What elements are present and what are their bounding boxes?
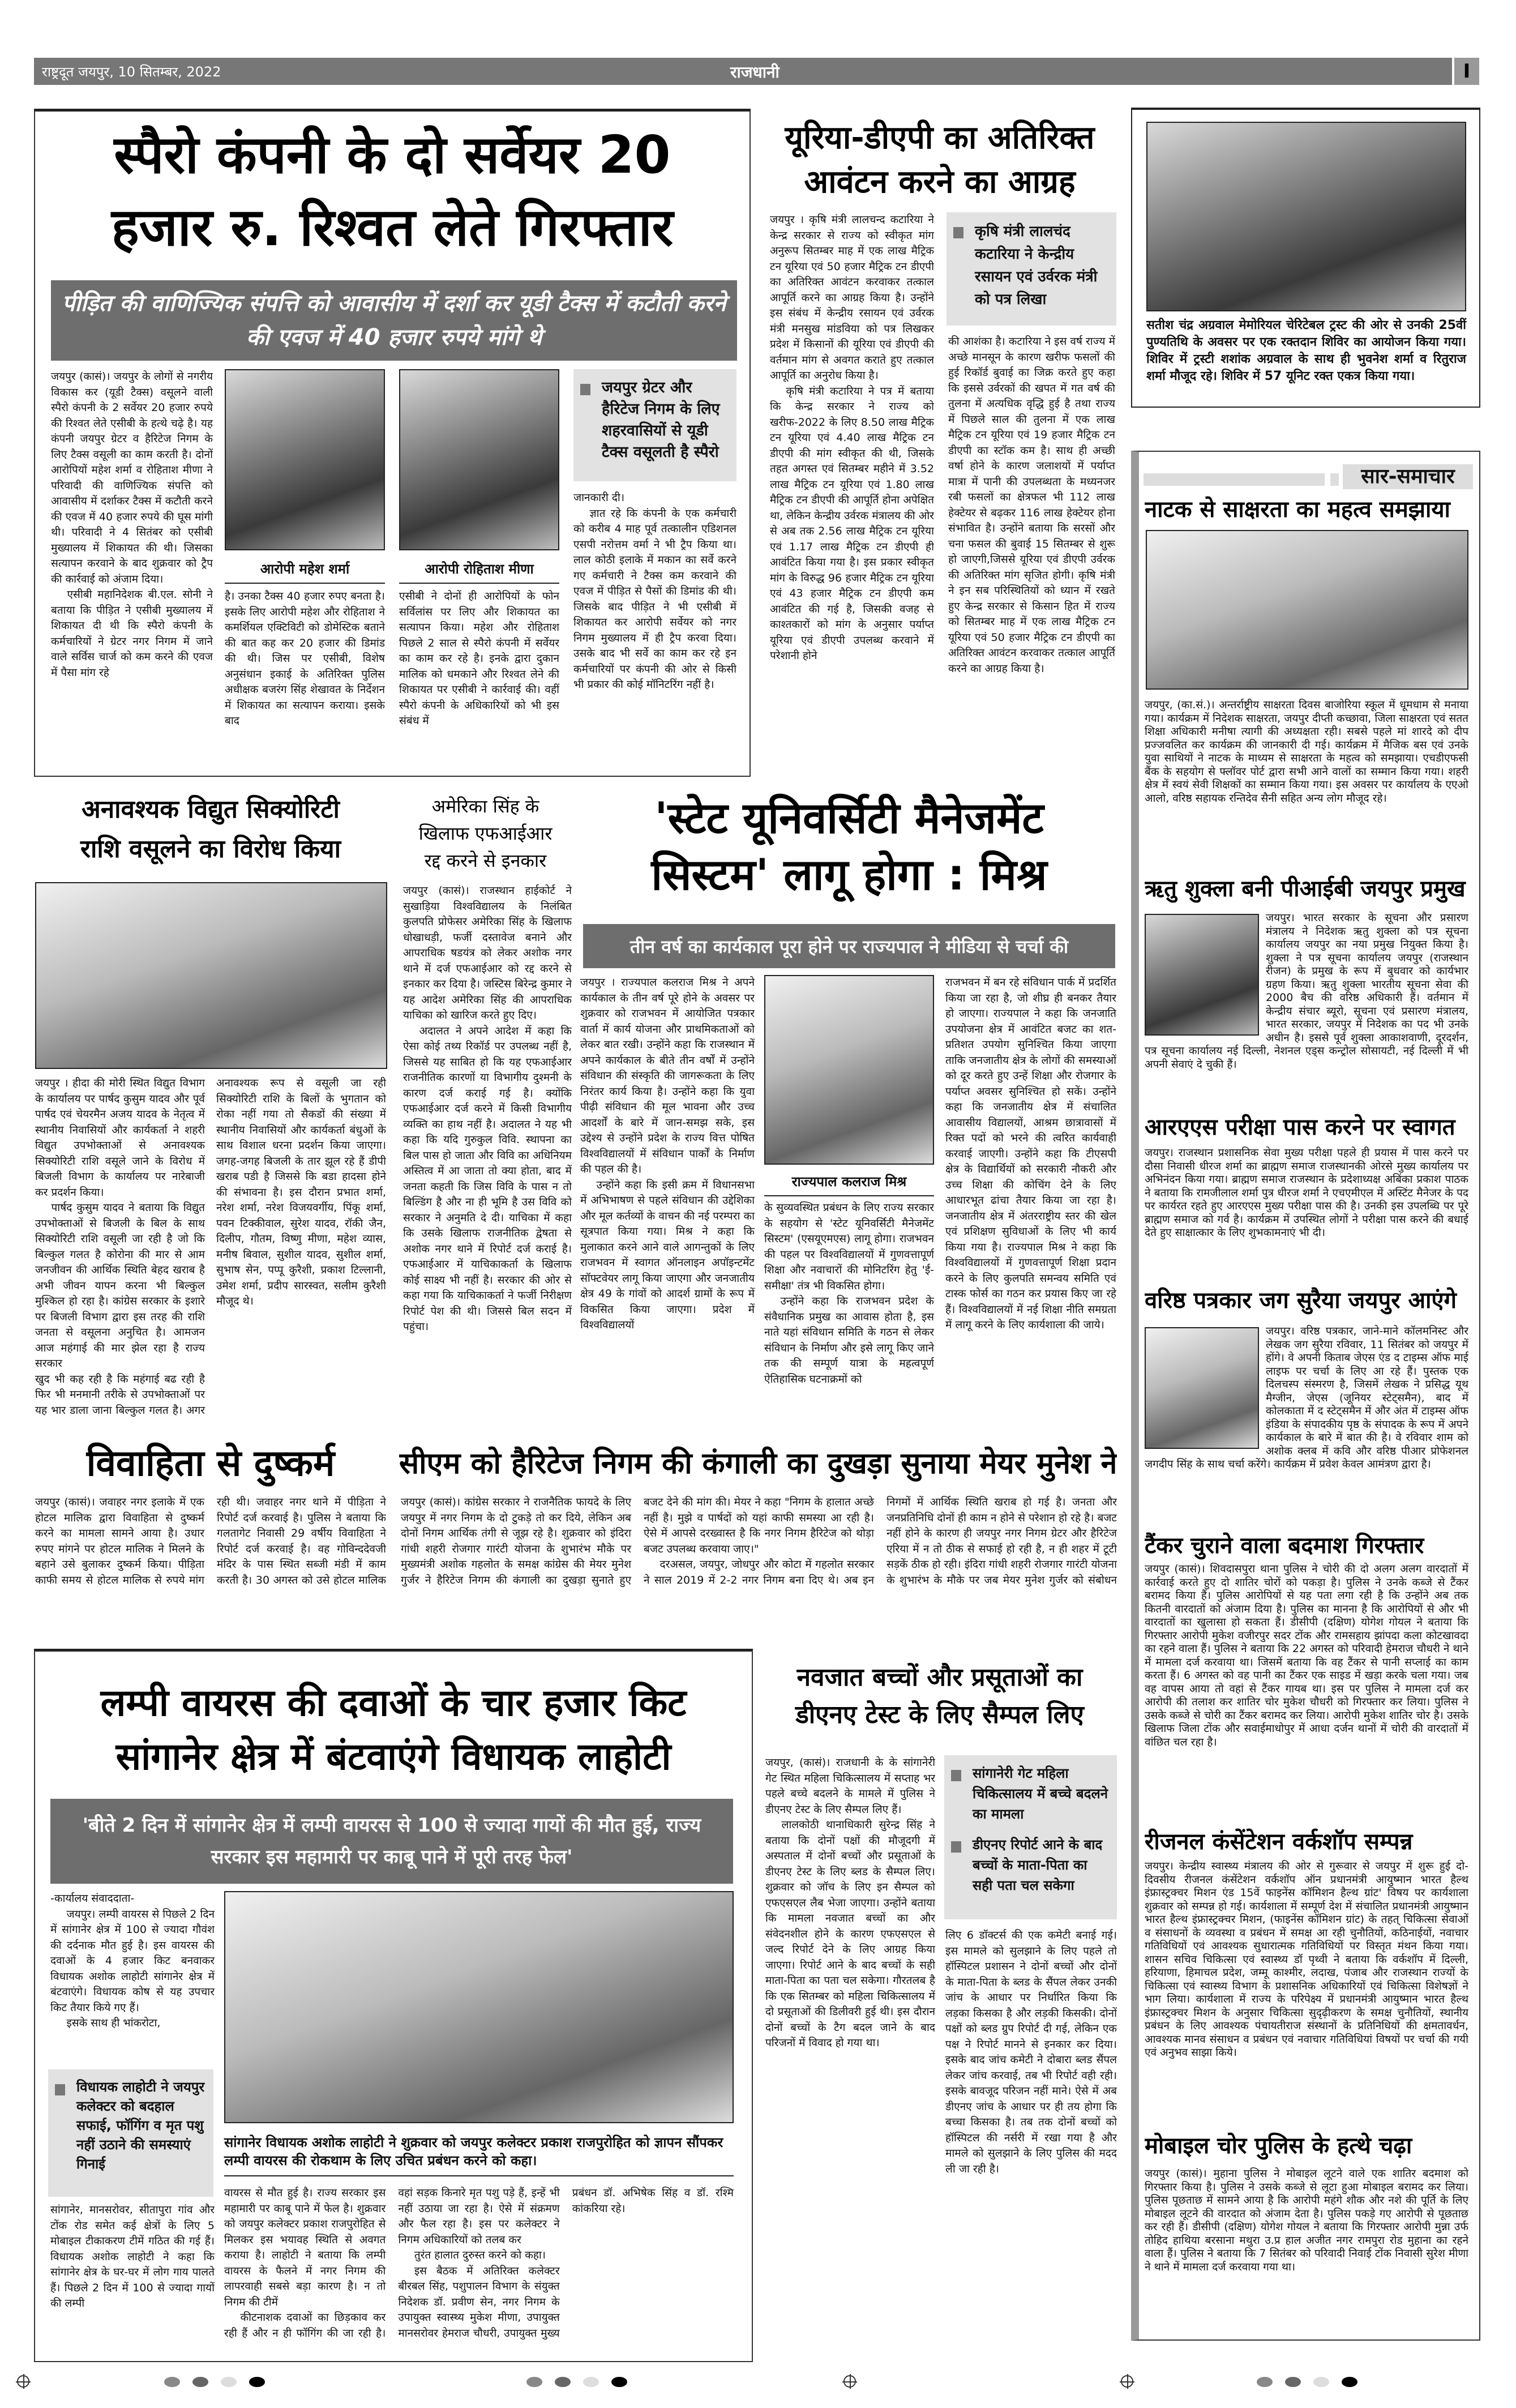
- headline-line: आवंटन करने का आग्रह: [804, 164, 1076, 200]
- page-header-bar: [34, 58, 1479, 85]
- subheadline-banner: तीन वर्ष का कार्यकाल पूरा होने पर राज्यपाल ने मीडिया से चर्चा की: [583, 924, 1115, 968]
- headline-line: सिस्टम' लागू होगा : मिश्र: [651, 849, 1047, 900]
- paragraph: लालकोठी थानाधिकारी सुरेन्द्र सिंह ने बताया कि दोनों पक्षों की मौजूदगी में अस्पताल में दोनों बच्चों और प्रसूताओं के डीएनए टेस्ट के लिए ब्लड के सैम्पल लिए। शुक्रवार को जॉच के लिए इन सैम्पल को एफएसएल लैब भेजा जाएगा। उन्होंने बताया कि मामला नवजात बच्चों का और संवेदनशील होने के कारण एफएसएल से जल्द रिपोर्ट देने के लिए आग्रह किया जाएगा। रिपोर्ट आने के बाद बच्चों के सही माता-पिता का पता चल सकेगा। गौरतलब है कि एक सितम्बर को महिला चिकित्सालय में दो प्रसूताओं की डिलीवरी हुई थी। इस दौरान दोनों बच्चों के टैग बदल जाने के बाद परिजनों में विवाद हो गया था।: [765, 1819, 935, 2049]
- headline-line: रद्द करने से इनकार: [424, 850, 547, 871]
- paragraph: पार्षद कुसुम यादव ने बताया कि विद्युत उपभोक्ताओं से बिजली के बिल के साथ सिक्योरिटी राशि वसूली जा रही है जो कि बिल्कुल गलत है कोरोना की मार से आम जनजीवन की आर्थिक स्थिति बेहद खराब है अभी जीवन यापन करना भी बिल्कुल मुश्किल हो रहा है। कांग्रेस सरकार के इशारे पर बिजली विभाग द्वारा इस तरह की राशि जनता से वसूलना अनुचित है। आमजन आज महंगाई की मार झेल रहा है राज्य सरकार: [35, 1201, 205, 1370]
- article-column: [403, 883, 572, 1421]
- article-column: [764, 1200, 934, 1422]
- paragraph: जयपुर (कासं)। कांग्रेस सरकार ने राजनैतिक फायदे के लिए जयपुर में नगर निगम के दो टुकड़े तो कर दिये, लेकिन अब दोनों निगम आर्थिक तंगी से जूझ रहे है। शुक्रवार को इंदिरा गांधी शहरी रोजगार गारंटी योजना के शुभारंभ मौके पर मुख्यमंत्री अशोक गहलोत के समक्ष कांग्रेस की मेयर मुनेश गुर्जर ने हैरिटेज निगम की कंगाली का दुखड़ा सुनाते हुए बजट देने की मांग की। मेयर ने कहा "निगम के हालात अच्छे नहीं है। मुझे व पार्षदों को यहां काफी समस्या आ रही है। ऐसे में आपसे दरख्वास्त है कि नगर निगम हैरिटेज को थोड़ा बजट उपलब्ध करवाया जाए।": [401, 1496, 874, 1586]
- headline: विवाहिता से दुष्कर्म: [86, 1443, 335, 1485]
- color-dot-icon: [555, 2377, 571, 2387]
- article-column: [51, 369, 213, 765]
- headline-line: यूरिया-डीएपी का अतिरिक्त: [785, 119, 1095, 156]
- highlight-box: [573, 369, 736, 481]
- color-dot-icon: [249, 2377, 265, 2387]
- paragraph: इसके साथ ही भांकरोटा,: [66, 2017, 161, 2029]
- registration-mark-icon: [1121, 2375, 1133, 2388]
- article-column: [580, 975, 755, 1422]
- highlight-box: [947, 212, 1116, 326]
- section-name: राजधानी: [730, 63, 780, 82]
- headline: [45, 1676, 742, 1783]
- photo-caption: आरोपी महेश शर्मा: [225, 555, 385, 584]
- article-column: [399, 589, 559, 765]
- headline: [764, 116, 1115, 204]
- brief-body: जयपुर (कासं)। मुहाना पुलिस ने मोबाइल लूटने वाले एक शातिर बदमाश को गिरफ्तार किया है। पुलिस ने उसके कब्जे से लूटा हुआ मोबाइल बरामद कर लिया। पुलिस पूछताछ में सामने आया है कि आरोपी महंगे शौक और नशे की पूर्ति के लिए मोबाइल लूटने की वारदात को अंजाम देता है। पुलिस पकड़े गए आरोपी से पूछताछ कर रही हैं। डीसीपी (दक्षिण) योगेश गोयल ने बताया कि गिरफ्तार आरोपी मुन्ना उर्फ तोहिद हाथिया बरसाना मथुरा उ.प्र हाल अजीत नगर रामपुरा रोड मुहाना का रहने वाला हैं। पुलिस ने बताया कि 7 सितंबर को परिवादी निवाई टोंक निवासी सुरेश मीणा ने थाने में मामला दर्ज करवाया गया था।: [1145, 2167, 1468, 2273]
- paragraph: जयपुर । हीदा की मोरी स्थित विद्युत विभाग के कार्यालय पर पार्षद कुसुम यादव और पूर्व पार्षद एवं चेयरमैन अजय यादव के नेतृत्व में स्थानीय निवासियों और कार्यकर्ता ने शहरी विद्युत उपभोक्ताओं से अनावश्यक सिक्योरिटी राशि वसूले जाने के विरोध में बिजली विभाग के कार्यालय पर नारेबाजी कर प्रदर्शन किया।: [35, 1077, 205, 1199]
- paragraph: कीटनाशक दवाओं का छिड़काव कर रही हैं और न ही फॉगिंग की जा रही है। वहां सड़क किनारे मृत पशु पड़े हैं, इन्हें भी नहीं उठाया जा रहा है। ऐसे में संक्रमण और फैल रहा है। इस पर कलेक्टर ने निगम अधिकारियों को तलब कर: [224, 2187, 560, 2339]
- paragraph: जयपुर । राज्यपाल कलराज मिश्र ने अपने कार्यकाल के तीन वर्ष पूरे होने के अवसर पर शुक्रवार को राजभवन में आयोजित पत्रकार वार्ता में कार्य योजना और प्राथमिकताओं को लेकर बात रखी। उन्होंने कहा कि राजस्थान में अपने कार्यकाल के बीते तीन वर्षों में उन्होंने संविधान की संस्कृति की जागरूकता के लिए निरंतर कार्य किया है। उन्होंने कहा कि युवा पीढ़ी संविधान की मूल भावना और उच्च आदर्शों के बारे में जान-समझ सके, इस उद्देश्य से उन्होंने प्रदेश के राज्य वित्त पोषित विश्वविद्यालयों में संविधान पार्कों के निर्माण की पहल की है।: [580, 976, 755, 1175]
- photo-protest: [35, 882, 387, 1069]
- headline-line: अमेरिका सिंह के: [431, 795, 539, 817]
- paragraph: एसीबी महानिदेशक बी.एल. सोनी ने बताया कि पीड़ित ने एसीबी मुख्यालय में शिकायत दी थी कि स्पैरो कंपनी के कर्मचारियों ने ग्रेटर नगर निगम में जाने वाले सर्विस चार्ज को कम करने की एवज में पैसा मांग रहे: [51, 588, 213, 679]
- paragraph: राजभवन में बन रहे संविधान पार्क में प्रदर्शित किया जा रहा है, जो शीघ्र ही बनकर तैयार हो जाएगा। राज्यपाल ने कहा कि जनजाति उपयोजना क्षेत्र में आवंटित बजट का शत-प्रतिशत उपयोग सुनिश्चित किया जाएगा ताकि जनजातीय क्षेत्र के लोगों की समस्याओं को दूर करते हुए उन्हें शिक्षा और रोजगार के पर्याप्त अवसर सुनिश्चित हो सकें। उन्होंने कहा कि जनजातीय क्षेत्र में संचालित आवासीय विद्यालयों, आश्रम छात्रावासों में रिक्त पदों को भरने की त्वरित कार्यवाही करवाई जाएगी। उन्होंने कहा कि टीएसपी क्षेत्र के विद्यार्थियों को सरकारी नौकरी और उच्च शिक्षा की कोचिंग देने के लिए आधारभूत ढांचा तैयार किया जा रहा है। जनजातीय क्षेत्र में अंतरराष्ट्रीय स्तर की खेल एवं प्रशिक्षण सुविधाओं के लिए भी कार्य किया गया है। राज्यपाल मिश्र ने कहा कि विश्वविद्यालयों में गुणवत्तापूर्ण शिक्षा प्रदान करने के लिए कुलपति समन्वय समिति एवं टास्क फोर्स का गठन कर प्रयास किए जा रहे हैं। विश्वविद्यालयों में नई शिक्षा नीति समग्रता में लागू करने के लिए कार्यशाला की जाये।: [945, 976, 1116, 1331]
- paragraph: लिए 6 डॉक्टर्स की एक कमेटी बनाई गई। इस मामले को सुलझाने के लिए पहले तो हॉस्पिटल प्रशासन ने दोनों बच्चों और दोनों के माता-पिता के ब्लड के सैंपल लेकर उनकी जांच के आधार पर निर्धारित किया कि लड़का किसका है और लड़की किसकी। दोनों पक्षों को ब्लड ग्रुप रिपोर्ट दी गई, लेकिन एक पक्ष ने रिपोर्ट मानने से इनकार कर दिया। इसके बाद जांच कमेटी ने दोबारा ब्लड सैंपल लेकर जांच करवाई, तब भी रिपोर्ट वही रही। इसके बावजूद परिजन नहीं माने। ऐसे में अब डीएनए जांच के आधार पर ही तय होगा कि बच्चा किसका है। तब तक दोनों बच्चों को हॉस्पिटल की नर्सरी में रखा गया है और मामले को सुलझाने के लिए पुलिस की मदद ली जा रही है।: [945, 1929, 1117, 2175]
- paragraph: वायरस से मौत हुई है। राज्य सरकार इस महामारी पर काबू पाने में फेल है। शुक्रवार को जयपुर कलेक्टर प्रकाश राजपुरोहित से मिलकर इस भयावह स्थिति से अवगत कराया है। लाहोटी ने बताया कि लम्पी वायरस के फैलने में नगर निगम की लापरवाही सबसे बड़ा कारण है। न तो निगम की टीमें: [224, 2187, 386, 2308]
- headline: [761, 1659, 1118, 1734]
- highlight-item: सांगानेरी गेट महिला चिकित्सालय में बच्चे बदलने का मामला: [973, 1763, 1110, 1824]
- article-column: [35, 1076, 205, 1372]
- subheadline-banner: पीड़ित की वाणिज्यिक संपत्ति को आवासीय में दर्शा कर यूडी टैक्स में कटौती करने की एवज में 40 हजार रुपये मांगे थे: [51, 280, 737, 361]
- divider: [761, 110, 1118, 111]
- photo-ritu-shukla: [1145, 914, 1259, 1036]
- color-dot-icon: [221, 2377, 237, 2387]
- registration-mark-icon: [843, 2375, 856, 2388]
- highlight-box: [48, 2069, 213, 2197]
- brief-body: जयपुर। राजस्थान प्रशासनिक सेवा मुख्य परीक्षा पहले ही प्रयास में पास करने पर दौसा निवासी धीरज शर्मा का ब्राह्मण समाज राजस्थानकी ओरसे मुख्य कार्यालय पर अभिनंदन किया गया। ब्राह्मण समाज राजस्थान के प्रदेशाध्यक्ष अबिंका प्रकाश पाठक ने बताया कि रामजीलाल शर्मा पुत्र धीरज शर्मा ने एचएमीएल में अस्टिंट मैनेजर के पद पर कार्यरत रहते हुए आरएएस मुख्य परीक्षा पास की है। उनकी इस उपलब्धि पर पूरे ब्राह्मण समाज को गर्व है। कार्यक्रम में उपस्थित लोगों ने परीक्षा पास करने की बधाई देते हुए साक्षात्कार के लिए शुभकामनाएं भी दी।: [1145, 1147, 1468, 1239]
- headline-line: अनावश्यक विद्युत सिक्योरिटी: [82, 795, 340, 824]
- paragraph: खुद भी कह रही है कि महंगाई बढ रही है फिर भी मनमानी तरीके से उपभोक्ताओं पर यह भार डाला जाना बिल्कुल गलत है। अगर अनावश्यक रूप से वसूली जा रही सिक्योरिटी राशि के बिलों के भुगतान को रोका नहीं गया तो सैकडों की संख्या में स्थानीय निवासियों और कार्यकर्ता बंधुओं के साथ विशाल धरना प्रदर्शन किया जाएगा। जगह-जगह बिजली के तार झूल रहे हैं डीपी खराब पडी है जिससे कि बडा हादसा होने की संभावना है। इस दौरान प्रभात शर्मा, नरेश शर्मा, नरेश विजयवर्गीय, पिंकू शर्मा, पवन टिक्कीवाल, सुरेश यादव, रॉकी जैन, दिलीप, गौतम, विष्णु मीणा, महेश व्यास, मनीष बिवाल, सुशील यादव, सुशील शर्मा, सुभाष सेन, पप्पू कुरैशी, प्रकाश टिल्लानी, उमेश शर्मा, प्रदीप सारस्वत, सलीम कुरैशी मौजूद थे।: [35, 1077, 386, 1417]
- brief-headline: टैंकर चुराने वाला बदमाश गिरफ्तार: [1145, 1533, 1424, 1559]
- photo-accused-rohitash: [399, 369, 559, 550]
- article-columns: [224, 2185, 734, 2355]
- photo-mla-meeting-collector: [224, 1891, 734, 2123]
- paragraph: जयपुर (कासं)। जयपुर के लोगों से नगरीय विकास कर (यूडी टैक्स) वसूलने वाली स्पैरो कंपनी के 2 सर्वेयर 20 हजार रुपये की रिश्वत लेते एसीबी के हत्थे चढ़े है। यह कंपनी जयपुर ग्रेटर व हैरिटेज निगम के लिए टैक्स वसूली का काम करती है। दोनों आरोपियों महेश शर्मा व रोहिताश मीणा ने परिवादी की वाणिज्यिक संपत्ति को आवासीय में दर्शाकर टैक्स में कटौती करने की एवज में 40 हजार रुपये की घूस मांगी थी। परिवादी ने 4 सितंबर को एसीबी मुख्यालय में शिकायत की थी। जिसका सत्यापन करवाने के बाद शुक्रवार को ट्रैप की कार्रवाई को अंजाम दिया।: [51, 370, 213, 585]
- article-column: [770, 212, 934, 770]
- paragraph: ज्ञात रहे कि कंपनी के एक कर्मचारी को करीब 4 माह पूर्व तत्कालीन एडिशनल एसपी नरोत्तम वर्मा ने भी ट्रैप किया था। लाल कोठी इलाके में मकान का सर्वे करने गए कर्मचारी ने टैक्स कम करवाने की एवज में पीड़ित से पैसों की डिमांड की थी। जिसके बाद पीड़ित ने भी एसीबी में शिकायत कर आरोपी सर्वेयर को नगर निगम मुख्यालय में ही ट्रैप करवा दिया। उसके बाद भी सर्वे का काम कर रहे इन कर्मचारियों पर कंपनी की ओर से किसी भी प्रकार की कोई मॉनिटरिंग नहीं है।: [573, 507, 736, 691]
- photo-accused-mahesh: [225, 369, 385, 550]
- highlight-item: विधायक लाहोटी ने जयपुर कलेक्टर को बदहाल सफाई, फॉगिंग व मृत पशु नहीं उठाने की समस्याएं गिनाई: [76, 2077, 207, 2174]
- color-dot-icon: [1313, 2377, 1329, 2387]
- briefs-title: सार-समाचार: [1343, 464, 1473, 489]
- paragraph: जयपुर (कासं)। जवाहर नगर इलाके में एक होटल मालिक द्वारा विवाहिता से दुष्कर्म करने का मामला सामने आया है। उधार रुपए मांगने पर होटल मालिक ने मिलने के बहाने उसे बुलाकर दुष्कर्म किया। पीड़िता काफी समय से होटल मालिक से रुपये मांग रही थी। जवाहर नगर थाने में पीड़िता ने रिपोर्ट दर्ज करवाई है। पुलिस ने बताया कि गलतागेट निवासी 29 वर्षीय विवाहिता ने रिपोर्ट दर्ज करवाई है। वह गोविन्ददेवजी मंदिर के पास स्थित सब्जी मंडी में काम करती है। 30 अगस्त को उसे होटल मालिक: [35, 1496, 386, 1586]
- headline: [42, 119, 742, 264]
- article-column: [945, 975, 1116, 1422]
- photo-caption: राज्यपाल कलराज मिश्र: [764, 1167, 934, 1196]
- highlight-item: जयपुर ग्रेटर और हैरिटेज निगम के लिए शहरवासियों से यूडी टैक्स वसूलती है स्पैरो: [602, 377, 730, 463]
- color-dot-icon: [1257, 2377, 1273, 2387]
- article-column: [50, 2202, 215, 2355]
- headline: सीएम को हैरिटेज निगम की कंगाली का दुखड़ा सुनाया मेयर मुनेश ने: [399, 1447, 1117, 1481]
- paragraph: उन्होंने कहा कि इसी क्रम में विधानसभा में अभिभाषण से पहले संविधान की उद्देशिका और मूल कर्तव्यों के वाचन की नई परम्परा का सूत्रपात किया गया। मिश्र ने कहा कि मुलाकात करने आने वाले आगन्तुकों के लिए राजभवन में स्वागत ऑनलाइन अपॉइन्टमेंट सॉफ्टवेयर लागू किया जाएगा और जनजातीय क्षेत्र 49 के गांवों को आदर्श ग्रामों के रूप में विकसित किया जाएगा। प्रदेश में विश्वविद्यालयों: [580, 1178, 755, 1331]
- headline-line: 'स्टेट यूनिवर्सिटी मैनेजमेंट: [654, 793, 1044, 843]
- headline: [583, 790, 1115, 903]
- article-columns: [35, 1495, 386, 1602]
- registration-mark-icon: [17, 2375, 29, 2388]
- photo-caption: सांगानेर विधायक अशोक लाहोटी ने शुक्रवार को जयपुर कलेक्टर प्रकाश राजपुरोहित को ज्ञापन सौंपकर लम्पी वायरस की रोकथाम के लिए उचित प्रबंधन करने को कहा।: [224, 2133, 734, 2176]
- headline-line: हजार रु. रिश्वत लेते गिरफ्तार: [111, 197, 674, 258]
- photo-caption: आरोपी रोहिताश मीणा: [399, 555, 559, 584]
- brief-headline: ऋतु शुक्ला बनी पीआईबी जयपुर प्रमुख: [1145, 876, 1466, 902]
- color-dot-icon: [526, 2377, 542, 2387]
- article-column: [945, 1928, 1117, 2358]
- headline: [399, 793, 572, 874]
- brief-headline: नाटक से साक्षरता का महत्व समझाया: [1145, 497, 1450, 523]
- briefs-header-rule: [1144, 473, 1325, 486]
- paragraph: जयपुर (कासं)। राजस्थान हाईकोर्ट ने सुखाड़िया विश्वविद्यालय के निलंबित कुलपति प्रोफेसर अमेरिका सिंह के खिलाफ धोखाधड़ी, फर्जी दस्तावेज बनाने और आपराधिक षडयंत्र को लेकर अशोक नगर थाने में दर्ज एफआईआर को रद्द करने से इनकार कर दिया है। जस्टिस बिरेन्द्र कुमार ने यह आदेश अमेरिका सिंह की आपराधिक याचिका को खारिज करते हुए दिए।: [403, 884, 572, 1021]
- headline-line: स्पैरो कंपनी के दो सर्वेयर 20: [114, 125, 671, 185]
- paragraph: के सुव्यवस्थित प्रबंधन के लिए राज्य सरकार के सहयोग से 'स्टेट यूनिवर्सिटी मैनेजमेंट सिस्टम' (एसयूएमएस) लागू होगा। राजभवन की पहल पर विश्वविद्यालयों में गुणवत्तापूर्ण शिक्षा और नवाचारों की मोनिटरिंग हेतु 'ई-समीक्षा' तंत्र भी विकसित होगा।: [764, 1201, 934, 1292]
- brief-body: जयपुर (कासं)। शिवदासपुरा थाना पुलिस ने चोरी की दो अलग अलग वारदातों में कार्रवाई करते हुए दो शातिर चोरों को पकड़ा है। पुलिस ने उनके कब्जे से टैंकर बरामद किया हैं। पुलिस आरोपियों से यह पता लगा रही है कि उन्होंने अब तक कितनी वारदातों को अंजाम दिया है। पुलिस का मानना है कि आरोपियों से और भी वारदातों का खुलासा हो सकता हैं। डीसीपी (दक्षिण) योगेश गोयल ने बताया कि गिरफ्तार आरोपी मुकेश वजीरपुर सदर टोंक और रामसहाय झांपदा कला कोटखावदा का रहने वाला हैं। पुलिस ने बताया कि 22 अगस्त को परिवादी हेमराज चौधरी ने थाने में मामला दर्ज करवाया था। जिसमें बताया कि वह टैंकर से पानी सप्लाई का काम करता हैं। 6 अगस्त को वह पानी का टैंकर एक साइड में खड़ा करके चला गया। जब वह वापस आया तो वहां से टैंकर गायब था। इस पर पुलिस ने मामला दर्ज कर आरोपी की तलाश कर शातिर चोर मुकेश चौधरी को गिरफ्तार कर लिया। पुलिस ने उसके कब्जे से चोरी का टैंकर बरामद कर लिया। आरोपी मुकेश शातिर चोर है। उसके खिलाफ जिला टोंक और सवाईमाधोपुर में आधा दर्जन थानों में चोरी की वारदातों में वांछित चल रहा है।: [1145, 1563, 1468, 1748]
- brief-headline: रीजनल कंसेंटेशन वर्कशॉप सम्पन्न: [1145, 1829, 1413, 1855]
- paragraph: तुरंत हालात दुरुस्त करने को कहा।: [414, 2249, 546, 2261]
- brief-body: जयपुर, (का.सं.)। अन्तर्राष्ट्रीय साक्षरता दिवस बाजोरिया स्कूल में धूमधाम से मनाया गया। कार्यक्रम में निदेशक साक्षरता, जयपुर दीप्ती कच्छावा, जिला साक्षरता एवं सतत शिक्षा अधिकारी मनीषा त्यागी की अध्यक्षता रही। सबसे पहले मां शारदे को दीप प्रज्जवलित कर कार्यक्रम की जानकारी दी गई। कार्यक्रम में मैजिक बस एवं उनके युवा साथियों ने नाटक के माध्यम से साक्षरता के महत्व को समझाया। एचडीएफसी बैंक के सहयोग से फ्लॉवर पोर्ट द्वारा सभी आने वालों का सम्मान किया गया। शहरी क्षेत्र में स्वयं सेवी शिक्षकों का सम्मान किया गया। इस अवसर पर कार्यालय के एएओ आलो, वरिष्ठ सहायक रन्तिदेव सैनी सहित अन्य लोग मौजूद रहे।: [1145, 699, 1468, 805]
- color-dot-icon: [164, 2377, 180, 2387]
- photo-governor-kalraj-mishra: [764, 975, 934, 1165]
- paragraph: जानकारी दी।: [573, 491, 625, 504]
- brief-headline: आरएएस परीक्षा पास करने पर स्वागत: [1145, 1114, 1455, 1140]
- photo-blood-donation-camp: [1146, 122, 1466, 311]
- edition-date: राष्ट्रदूत जयपुर, 10 सितम्बर, 2022: [42, 64, 221, 80]
- paragraph: जयपुर, (कासं)। राजधानी के के सांगानेरी गेट स्थित महिला चिकित्सालय में सप्ताह भर पहले बच्चे बदलने के मामले में पुलिस ने डीएनए टेस्ट के लिए सैम्पल लिए हैं।: [765, 1756, 935, 1816]
- brief-body: [1145, 912, 1468, 1110]
- headline-line: राशि वसूलने का विरोध किया: [80, 835, 341, 863]
- article-columns: [35, 1076, 386, 1421]
- photo-jug-suraiya: [1145, 1327, 1259, 1449]
- paragraph: दरअसल, जयपुर, जोधपुर और कोटा में गहलोत सरकार ने साल 2019 में 2-2 नगर निगम बना दिए थे। अब इन निगमों में आर्थिक स्थिति खराब हो गई है। जनता और जनप्रतिनिधि दोनों ही काम न होने से परेशान हो रहे है। बजट नहीं होने के कारण ही जयपुर नगर निगम ग्रेटर और हैरिटेज एरिया में न तो ठीक से सफाई हो रही है, न ही शहर में टूटी सड़कें ठीक हो रही। इंदिरा गांधी शहरी रोजगार गारंटी योजना के शुभारंभ के मौके पर जब मेयर मुनेश गुर्जर को संबोधन: [644, 1496, 1117, 1586]
- paragraph: सांगानेर, मानसरोवर, सीतापुरा गांव और टोंक रोड समेत कई क्षेत्रों के लिए 5 मोबाइल टीकाकरण टीमें गठित की गई हैं। विधायक अशोक लाहोटी ने कहा कि सांगानेर क्षेत्र के घर-घर में लोग गाय पालते हैं। पिछले 2 दिन में 100 से ज्यादा गायों की लम्पी: [50, 2204, 215, 2309]
- article-column: [225, 589, 385, 765]
- paragraph: जयपुर। लम्पी वायरस से पिछले 2 दिन में सांगानेर क्षेत्र में 100 से ज्यादा गौवंश की दर्दनाक मौत हुई है। इस वायरस की दवाओं के 4 हजार किट बनवाकर विधायक अशोक लाहोटी सांगानेर क्षेत्र में बंटवाएंगे। विधायक कोष से यह उपचार किट तैयार किये गए हैं।: [50, 1907, 215, 2014]
- highlight-box: [944, 1755, 1117, 1919]
- brief-body-text: जयपुर। भारत सरकार के सूचना और प्रसारण मंत्रालय ने निदेशक ऋतु शुक्ला को पत्र सूचना कार्यालय जयपुर का नया प्रमुख नियुक्त किया है। शुक्ला ने पत्र सूचना कार्यालय जयपुर (राजस्थान रीजन) के प्रमुख के रूप में बुधवार को कार्यभार ग्रहण किया। ऋतु शुक्ला भारतीय सूचना सेवा की 2000 बैच की वरिष्ठ अधिकारी हैं। वर्तमान में केन्द्रीय संचार ब्यूरो, सूचना एवं प्रसारण मंत्रालय, भारत सरकार, जयपुर में निदेशक का पद भी उनके अधीन है। इससे पूर्व शुक्ला आकाशवाणी, दूरदर्शन, पत्र सूचना कार्यालय नई दिल्ली, नेशनल एड्स कन्ट्रोल सोसायटी, नई दिल्ली में भी अपनी सेवाएं दे चुकी हैं।: [1145, 912, 1468, 1071]
- paragraph: -कार्यालय संवाददाता-: [50, 1892, 135, 1905]
- article-column: [50, 1891, 215, 2067]
- headline-line: नवजात बच्चों और प्रसूताओं का: [796, 1663, 1083, 1692]
- highlight-item: कृषि मंत्री लालचंद कटारिया ने केन्द्रीय रसायन एवं उर्वरक मंत्री को पत्र लिखा: [975, 220, 1110, 311]
- color-dot-icon: [1285, 2377, 1301, 2387]
- color-dot-icon: [611, 2377, 627, 2387]
- brief-body: जयपुर। केन्द्रीय स्वास्थ्य मंत्रालय की ओर से गुरूवार से जयपुर में शुरू हुई दो-दिवसीय रीजनल कंसेंटेशन वर्कशॉप ऑन प्रधानमंत्री आयुष्मान भारत हैल्थ इंफ्रास्ट्रक्चर मिशन एंड 15वें फाइनेंस कॉमिशन हैल्थ ग्रांट' विषय पर कार्यशाला शुक्रवार को सम्पन्न हो गई। कार्यशाला में सम्पूर्ण देश में संचालित प्रधानमंत्री आयुष्मान भारत हैल्थ इंफ्रास्ट्रक्चर मिशन, (फाइनेंस कॉमिशन ग्रांट) के तहत् चिकित्सा सेवाओं व संसाधनों के व्यवस्था व प्रबंधन में समक्ष आ रही चुनौतियों, कठिनाईयों, नवाचार गतिविधियों एवं आवश्यक सुधारात्मक गतिविधियों पर विस्तृत मंथन किया गया। शासन सचिव चिकित्सा एवं स्वास्थ्य डॉ पृथ्वी ने बताया कि वर्कशॉप में दिल्ली, हरियाणा, हिमाचल प्रदेश, जम्मू काश्मीर, लदाख, पंजाब और राजस्थान राज्यों के चिकित्सा एवं स्वास्थ्य विभाग के प्रशासनिक अधिकारियों एवं चिकित्सा विशेषज्ञों ने भाग लिया। कार्यशाला में राज्य के परिपेक्ष्य में प्रधानमंत्री आयुष्मान भारत हैल्थ इंफ्रास्ट्रक्चर मिशन के अनुसार चिकित्सा सुदृढ़ीकरण के समक्ष चुनौतियों, स्थानीय प्रबंधन के लिए आवश्यक पंचायतीराज संस्थानों के प्रतिनिधियों की क्षमतावर्धन, आवश्यक मानव संसाधन व प्रबंधन एवं नवाचार गतिविधियां विषयों पर चर्चा की गयी एवं अनुभव साझा किये।: [1145, 1860, 1468, 2059]
- paragraph: अदालत ने अपने आदेश में कहा कि ऐसा कोई तथ्य रिकॉर्ड पर उपलब्ध नहीं है, जिससे यह साबित हो कि यह एफआईआर राजनीतिक कारणों या विभागीय दुश्मनी के कारण दर्ज कराई गई है। क्योंकि एफआईआर दर्ज करने में किसी विभागीय व्यक्ति का हाथ नहीं है। अदालत ने यह भी कहा कि यदि गुरुकुल विवि. स्थापना का बिल पास हो जाता और विवि का अधिनियम अस्तित्व में आ जाता तो क्या होता, बाद में जनता कहती कि जिस विवि के पास न तो बिल्डिंग है और ना ही भूमि है उस विवि को सरकार ने अनुमति दे दी। याचिका में कहा कि उसके खिलाफ राजनीतिक द्वेषता से अशोक नगर थाने में रिपोर्ट दर्ज कराई है। एफआईआर में याचिकाकर्ता के खिलाफ कोई साक्ष्य भी नहीं है। सरकार की ओर से कहा गया कि याचिकाकर्ता ने फर्जी निरीक्षण रिपोर्ट पेश की थी। जिससे बिल सदन में पहुंचा।: [403, 1024, 572, 1333]
- paragraph: उन्होंने कहा कि राजभवन प्रदेश के संवैधानिक प्रमुख का आवास होता है, इस नाते यहां संविधान समिति के गठन से लेकर संविधान के निर्माण और इसे लागू किए जाने तक की सम्पूर्ण यात्रा के महत्वपूर्ण ऐतिहासिक घटनाक्रमों को: [764, 1295, 934, 1385]
- article-column: [948, 334, 1115, 770]
- paragraph: कृषि मंत्री कटारिया ने पत्र में बताया कि केन्द्र सरकार ने राज्य को खरीफ-2022 के लिए 8.50 लाख मैट्रिक टन यूरिया एवं 4.40 लाख मैट्रिक टन डीएपी की मांग स्वीकृत की थी, जिसके तहत अगस्त एवं सितम्बर महीने में 3.52 लाख मैट्रिक टन यूरिया एवं 1.80 लाख मैट्रिक टन डीएपी की आपूर्ति होना अपेक्षित था, लेकिन केन्द्रीय उर्वरक मंत्रालय की ओर से अब तक 2.56 लाख मैट्रिक टन यूरिया एवं 1.17 लाख मैट्रिक टन डीएपी ही आवंटित किया गया है। इस प्रकार स्वीकृत मांग के विरुद्ध 96 हजार मैट्रिक टन यूरिया एवं 43 हजार मैट्रिक टन डीएपी कम आवंटित की गई है, जिसकी वजह से काश्तकारों को मांग के अनुसार पर्याप्त यूरिया एवं डीएपी उपलब्ध करवाने में परेशानी होने: [770, 384, 934, 662]
- headline-line: सांगानेर क्षेत्र में बंटवाएंगे विधायक लाहोटी: [115, 1735, 671, 1778]
- headline-line: लम्पी वायरस की दवाओं के चार हजार किट: [100, 1681, 687, 1725]
- article-column: [765, 1755, 935, 2358]
- photo-caption: सतीश चंद्र अग्रवाल मेमोरियल चेरिटेबल ट्रस्ट की ओर से उनकी 25वीं पुण्यतिथि के अवसर पर एक रक्तदान शिविर का आयोजन किया गया। शिविर में ट्रस्टी शशांक अग्रवाल के साथ ही भुवनेश शर्मा व रितुराज शर्मा मौजूद रहे। शिविर में 57 यूनिट रक्त एकत्र किया गया।: [1146, 318, 1466, 383]
- paragraph: है। उनका टैक्स 40 हजार रुपए बनता है। इसके लिए आरोपी महेश और रोहिताश ने कमर्शियल एक्टिविटी को डोमेस्टिक बताने की बात कह कर 20 हजार की डिमांड की थी। जिस पर एसीबी, विशेष अनुसंधान इकाई के अतिरिक्त पुलिस अधीक्षक बजरंग सिंह शेखावत के निर्देशन में शिकायत का सत्यापन कराया। इसके बाद: [225, 590, 385, 727]
- paragraph: एसीबी ने दोनों ही आरोपियों के फोन सर्विलांस पर लिए और शिकायत का सत्यापन किया। महेश और रोहिताश पिछले 2 साल से स्पैरो कंपनी में सर्वेयर का काम कर रहे है। इनके द्वारा दुकान मालिक को धमकाने और रिश्वत लेने की शिकायत पर एसीबी ने कार्रवाई की। वहीं स्पैरो कंपनी के अधिकारियों को भी इस संबंध में: [399, 590, 559, 727]
- briefs-header-rule: [1330, 473, 1339, 486]
- color-dot-icon: [1342, 2377, 1357, 2387]
- headline-line: खिलाफ एफआईआर: [418, 823, 553, 844]
- photo-literacy-day: [1146, 530, 1468, 690]
- brief-headline: मोबाइल चोर पुलिस के हत्थे चढ़ा: [1145, 2133, 1412, 2159]
- subheadline-banner: 'बीते 2 दिन में सांगानेर क्षेत्र में लम्पी वायरस से 100 से ज्यादा गायों की मौत हुई, राज्य सरकार इस महामारी पर काबू पाने में पूरी तरह फेल': [50, 1799, 733, 1884]
- brief-body: [1145, 1325, 1468, 1524]
- paragraph: जयपुर । कृषि मंत्री लालचन्द कटारिया ने केन्द्र सरकार से राज्य को स्वीकृत मांग अनुरूप सितम्बर माह में एक लाख मैट्रिक टन यूरिया एवं 50 हजार मैट्रिक टन डीएपी का अतिरिक्त आवंटन करवाकर तत्काल आपूर्ति करने का आग्रह किया है। उन्होंने इस संबंध में केन्द्रीय रसायन एवं उर्वरक मंत्री मनसुख मांडविया को पत्र लिखकर प्रदेश में किसानों की यूरिया एवं डीएपी की वर्तमान मांग से अवगत कराते हुए तत्काल आपूर्ति का अनुरोध किया है।: [770, 213, 934, 382]
- paragraph: इस बैठक में अतिरिक्त कलेक्टर बीरबल सिंह, पशुपालन विभाग के संयुक्त निदेशक डॉ. प्रवीण सेन, नगर निगम के उपायुक्त स्वास्थ्य मुकेश मीणा, उपायुक्त मानसरोवर हेमराज चौधरी, उपायुक्त मुख्य प्रबंधन डॉ. अभिषेक सिंह व डॉ. रश्मि कांकरिया रहे।: [398, 2187, 734, 2339]
- headline: [35, 790, 386, 869]
- color-dot-icon: [192, 2377, 208, 2387]
- article-columns: [401, 1495, 1117, 1602]
- color-dot-icon: [583, 2377, 599, 2387]
- page-number: I: [1452, 58, 1479, 85]
- paragraph: की आशंका है। कटारिया ने इस वर्ष राज्य में अच्छे मानसून के कारण खरीफ फसलों की हुई रिकॉर्ड बुवाई का जिक्र करते हुए कहा कि इससे उर्वरकों की खपत में गत वर्ष की तुलना में अत्यधिक वृद्धि हुई है तथा राज्य में पिछले साल की तुलना में एक लाख मैट्रिक टन यूरिया एवं 19 हजार मैट्रिक टन डीएपी का स्टॉक कम है। साथ ही अच्छी वर्षा होने के कारण जलाशयों में पर्याप्त मात्रा में पानी की उपलब्धता के मध्यनजर रबी फसलों का क्षेत्रफल भी 112 लाख हेक्टेयर से बढ़कर 116 लाख हेक्टेयर होना संभावित है। उन्होंने बताया कि सरसों और चना फसल की बुवाई 15 सितम्बर से शुरू हो जाएगी,जिससे यूरिया एवं डीएपी उर्वरक की अतिरिक्त मांग सृजित होगी। कृषि मंत्री ने इन सब परिस्थितियों को ध्यान में रखते हुए केन्द्र सरकार से किसान हित में राज्य को सितम्बर माह में एक लाख मैट्रिक टन यूरिया एवं 50 हजार मैट्रिक टन डीएपी का अतिरिक्त आवंटन करवाकर तत्काल आपूर्ति करने का आग्रह किया है।: [948, 335, 1115, 675]
- brief-headline: वरिष्ठ पत्रकार जग सुरैया जयपुर आएंगे: [1145, 1288, 1457, 1314]
- brief-body-text: जयपुर। वरिष्ठ पत्रकार, जाने-माने कॉलमनिस्ट और लेखक जग सुरैया रविवार, 11 सितंबर को जयपुर में होंगे। वे अपनी किताब जेएस एंड द टाइम्स ऑफ माई लाइफ पर चर्चा के लिए आ रहे हैं। पुस्तक एक दिलचस्प संस्मरण है, जिसमें लेखक ने प्रसिद्ध यूथ मैग्जीन, जेएस (जूनियर स्टेट्समैन), बाद में कोलकाता में द स्टेट्समैन में और अंत में टाइम्स ऑफ इंडिया के संपादकीय पृष्ठ के संपादक के रूप में अपने कार्यकाल के बारे में बात की है। वे रविवार शाम को अशोक क्लब में कवि और वरिष्ठ पीआर प्रोफेशनल जगदीप सिंह के साथ चर्चा करेंगे। कार्यक्रम में प्रवेश केवल आमंत्रण द्वारा है।: [1145, 1325, 1468, 1470]
- headline-line: डीएनए टेस्ट के लिए सैम्पल लिए: [795, 1700, 1084, 1729]
- highlight-item: डीएनए रिपोर्ट आने के बाद बच्चों के माता-पिता का सही पता चल सकेगा: [973, 1834, 1110, 1896]
- article-column: [573, 490, 736, 765]
